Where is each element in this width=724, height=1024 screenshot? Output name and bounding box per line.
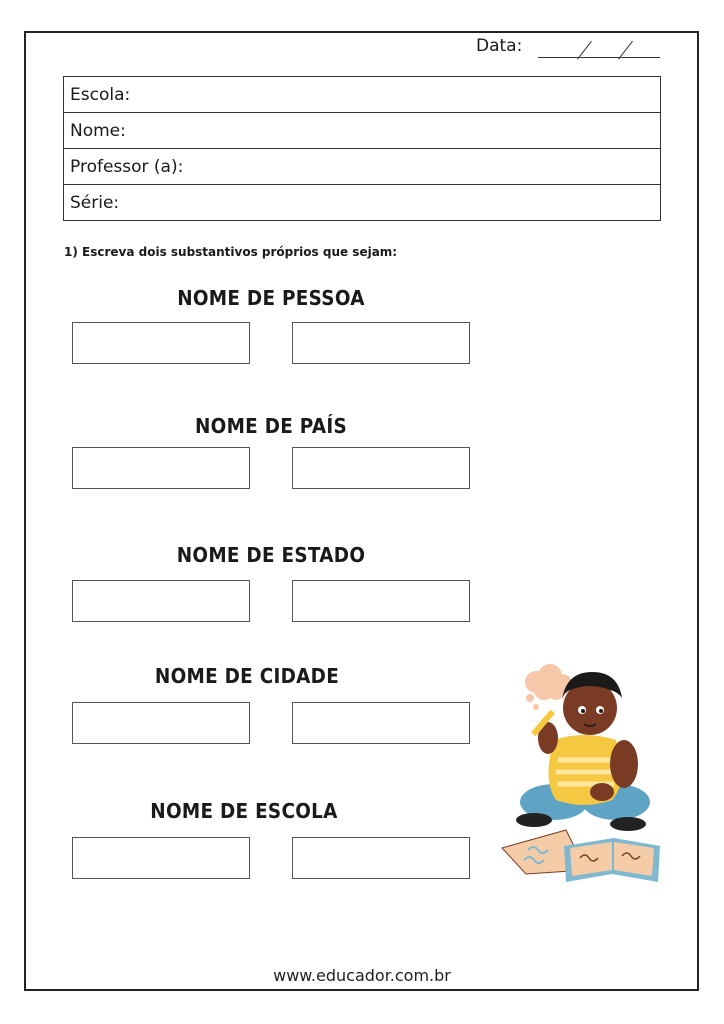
date-label: Data: [476,36,523,56]
answer-box-city-1[interactable] [72,702,250,744]
child-reading-book-icon [496,660,664,882]
section-title-city: NOME DE CIDADE [154,664,340,688]
section-title-state: NOME DE ESTADO [176,543,366,567]
section-title-person: NOME DE PESSOA [177,286,365,310]
teacher-label: Professor (a): [70,156,184,177]
footer-website[interactable]: www.educador.com.br [273,966,451,985]
school-label: Escola: [70,84,131,105]
answer-box-state-1[interactable] [72,580,250,622]
grade-field[interactable] [64,185,660,220]
school-field[interactable] [64,77,660,113]
section-title-school: NOME DE ESCOLA [150,799,338,823]
name-label: Nome: [70,120,126,141]
name-field[interactable] [64,113,660,149]
answer-box-person-2[interactable] [292,322,470,364]
grade-label: Série: [70,192,120,213]
answer-box-person-1[interactable] [72,322,250,364]
section-title-country: NOME DE PAÍS [194,414,348,438]
answer-box-country-1[interactable] [72,447,250,489]
answer-box-country-2[interactable] [292,447,470,489]
date-line[interactable] [538,57,660,58]
answer-box-school-1[interactable] [72,837,250,879]
teacher-field[interactable] [64,149,660,185]
student-info-table [63,76,661,221]
answer-box-city-2[interactable] [292,702,470,744]
answer-box-school-2[interactable] [292,837,470,879]
question-text: 1) Escreva dois substantivos próprios que sejam: [64,245,398,259]
answer-box-state-2[interactable] [292,580,470,622]
